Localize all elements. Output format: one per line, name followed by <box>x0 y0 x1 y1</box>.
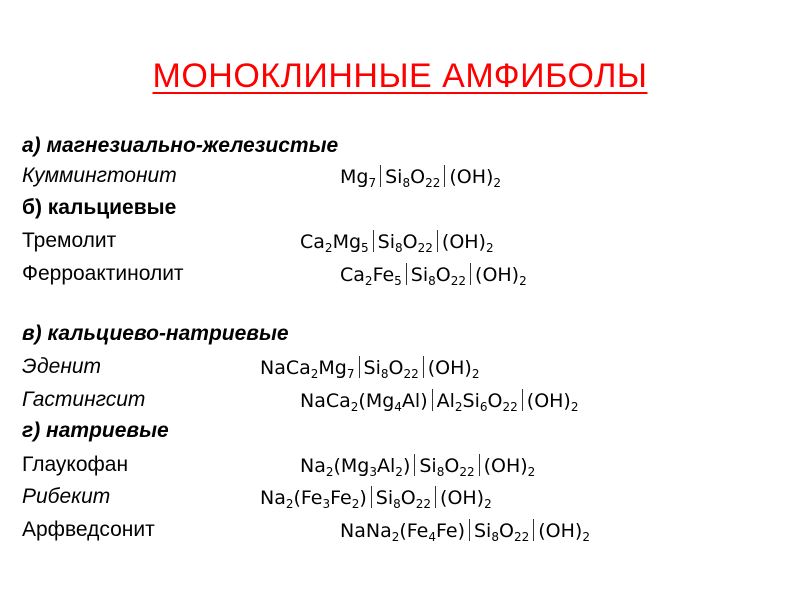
formula-subscript: 22 <box>415 497 432 511</box>
formula-subscript: 2 <box>484 497 492 511</box>
formula-part: Al) <box>401 390 428 412</box>
formula-separator <box>359 356 360 378</box>
mineral-name-glaucophane: Глаукофан <box>22 453 129 476</box>
page-title: МОНОКЛИННЫЕ АМФИБОЛЫ <box>152 57 648 95</box>
formula-part: (OH) <box>538 520 583 542</box>
formula-part: NaNa <box>340 520 392 542</box>
formula-subscript: 8 <box>395 241 403 255</box>
formula-part: Na <box>260 487 286 509</box>
mineral-name-hastingsite: Гастингсит <box>22 388 146 411</box>
formula-part: NaCa <box>300 390 351 412</box>
formula-separator <box>470 263 471 285</box>
formula-glaucophane <box>300 453 535 479</box>
formula-subscript: 3 <box>322 497 331 511</box>
formula-part: Fe) <box>436 520 465 542</box>
formula-part: Si <box>375 487 394 509</box>
formula-part: Al <box>436 390 455 412</box>
formula-separator <box>479 454 480 476</box>
formula-part: NaCa <box>260 357 311 379</box>
formula-separator <box>423 356 424 378</box>
formula-part: (OH) <box>483 455 528 477</box>
formula-part: O <box>435 264 451 286</box>
formula-part: ) <box>402 455 411 477</box>
formula-part: Al <box>377 455 396 477</box>
formula-subscript: 22 <box>502 400 518 414</box>
mineral-name-cummingtonite: Куммингтонит <box>22 164 177 187</box>
formula-part: (OH) <box>440 487 485 509</box>
formula-subscript: 4 <box>394 400 402 414</box>
formula-subscript: 8 <box>436 465 445 479</box>
formula-separator <box>435 486 436 508</box>
formula-subscript: 8 <box>393 497 401 511</box>
formula-part: (Mg <box>358 390 395 412</box>
mineral-name-riebeckite: Рибекит <box>22 485 111 508</box>
formula-separator <box>522 389 523 411</box>
group-heading-ca: б) кальциевые <box>22 196 177 219</box>
formula-part: Ca <box>300 231 325 253</box>
group-heading-na: г) натриевые <box>22 419 169 442</box>
formula-subscript: 2 <box>582 530 590 544</box>
mineral-name-arfvedsonite: Арфведсонит <box>22 518 155 541</box>
formula-subscript: 2 <box>493 176 502 190</box>
formula-cummingtonite <box>340 164 501 190</box>
formula-separator <box>380 165 381 187</box>
formula-separator <box>533 519 534 541</box>
formula-subscript: 2 <box>310 367 319 381</box>
formula-part: (Fe <box>399 520 429 542</box>
formula-separator <box>444 165 445 187</box>
formula-separator <box>469 519 470 541</box>
formula-subscript: 22 <box>417 241 433 255</box>
formula-subscript: 2 <box>285 497 294 511</box>
mineral-name-tremolite: Тремолит <box>22 229 117 252</box>
formula-part: O <box>444 455 460 477</box>
formula-subscript: 22 <box>513 530 530 544</box>
formula-subscript: 22 <box>403 367 419 381</box>
formula-part: ) <box>359 487 367 509</box>
formula-subscript: 2 <box>570 400 579 414</box>
formula-subscript: 6 <box>479 400 488 414</box>
formula-part: Si <box>462 390 480 412</box>
formula-separator <box>432 389 433 411</box>
formula-part: (Mg <box>333 455 370 477</box>
formula-subscript: 8 <box>380 367 389 381</box>
formula-separator <box>371 486 372 508</box>
formula-part: (OH) <box>475 264 520 286</box>
formula-part: Si <box>377 231 396 253</box>
formula-separator <box>406 263 407 285</box>
formula-part: (Fe <box>293 487 323 509</box>
formula-subscript: 2 <box>351 497 360 511</box>
formula-part: O <box>388 357 404 379</box>
formula-subscript: 2 <box>527 465 536 479</box>
formula-part: (OH) <box>441 231 486 253</box>
formula-subscript: 2 <box>485 241 494 255</box>
formula-part: Si <box>410 264 429 286</box>
formula-part: (OH) <box>449 166 494 188</box>
formula-subscript: 5 <box>361 241 369 255</box>
formula-part: O <box>400 487 416 509</box>
formula-subscript: 2 <box>350 400 359 414</box>
formula-ferroactinolite <box>340 262 527 288</box>
formula-part: Mg <box>318 357 347 379</box>
formula-subscript: 2 <box>454 400 463 414</box>
formula-part: Mg <box>340 166 369 188</box>
formula-part: Si <box>363 357 381 379</box>
group-heading-ca-na: в) кальциево-натриевые <box>22 322 289 345</box>
formula-subscript: 8 <box>491 530 499 544</box>
formula-subscript: 2 <box>364 274 373 288</box>
formula-part: Ca <box>340 264 365 286</box>
formula-subscript: 22 <box>450 274 467 288</box>
formula-subscript: 2 <box>391 530 400 544</box>
formula-subscript: 3 <box>369 465 378 479</box>
formula-hastingsite <box>300 388 579 414</box>
formula-part: Na <box>300 455 326 477</box>
formula-part: O <box>402 231 418 253</box>
formula-separator <box>373 230 374 252</box>
formula-edenite <box>260 355 479 381</box>
formula-part: (OH) <box>427 357 472 379</box>
formula-part: O <box>487 390 503 412</box>
formula-subscript: 8 <box>402 176 411 190</box>
formula-part: Si <box>419 455 437 477</box>
mineral-name-ferroactinolite: Ферроактинолит <box>22 262 184 285</box>
group-heading-mg-fe: а) магнезиально-железистые <box>22 134 339 157</box>
formula-riebeckite <box>260 485 492 511</box>
formula-part: Fe <box>330 487 352 509</box>
formula-part: Mg <box>332 231 362 253</box>
formula-subscript: 2 <box>519 274 527 288</box>
mineral-name-edenite: Эденит <box>22 355 102 378</box>
formula-part: O <box>410 166 426 188</box>
formula-tremolite <box>300 229 494 255</box>
formula-separator <box>414 454 415 476</box>
formula-subscript: 2 <box>395 465 403 479</box>
formula-subscript: 5 <box>394 274 402 288</box>
formula-subscript: 7 <box>346 367 355 381</box>
formula-subscript: 4 <box>428 530 436 544</box>
formula-subscript: 8 <box>428 274 436 288</box>
formula-subscript: 2 <box>324 241 333 255</box>
formula-arfvedsonite <box>340 518 590 544</box>
formula-subscript: 2 <box>471 367 480 381</box>
formula-separator <box>437 230 438 252</box>
formula-part: Si <box>385 166 403 188</box>
formula-subscript: 22 <box>425 176 441 190</box>
formula-part: O <box>498 520 514 542</box>
formula-subscript: 7 <box>368 176 377 190</box>
formula-subscript: 2 <box>325 465 334 479</box>
formula-part: (OH) <box>526 390 571 412</box>
formula-subscript: 22 <box>459 465 475 479</box>
formula-part: Fe <box>372 264 395 286</box>
formula-part: Si <box>474 520 492 542</box>
